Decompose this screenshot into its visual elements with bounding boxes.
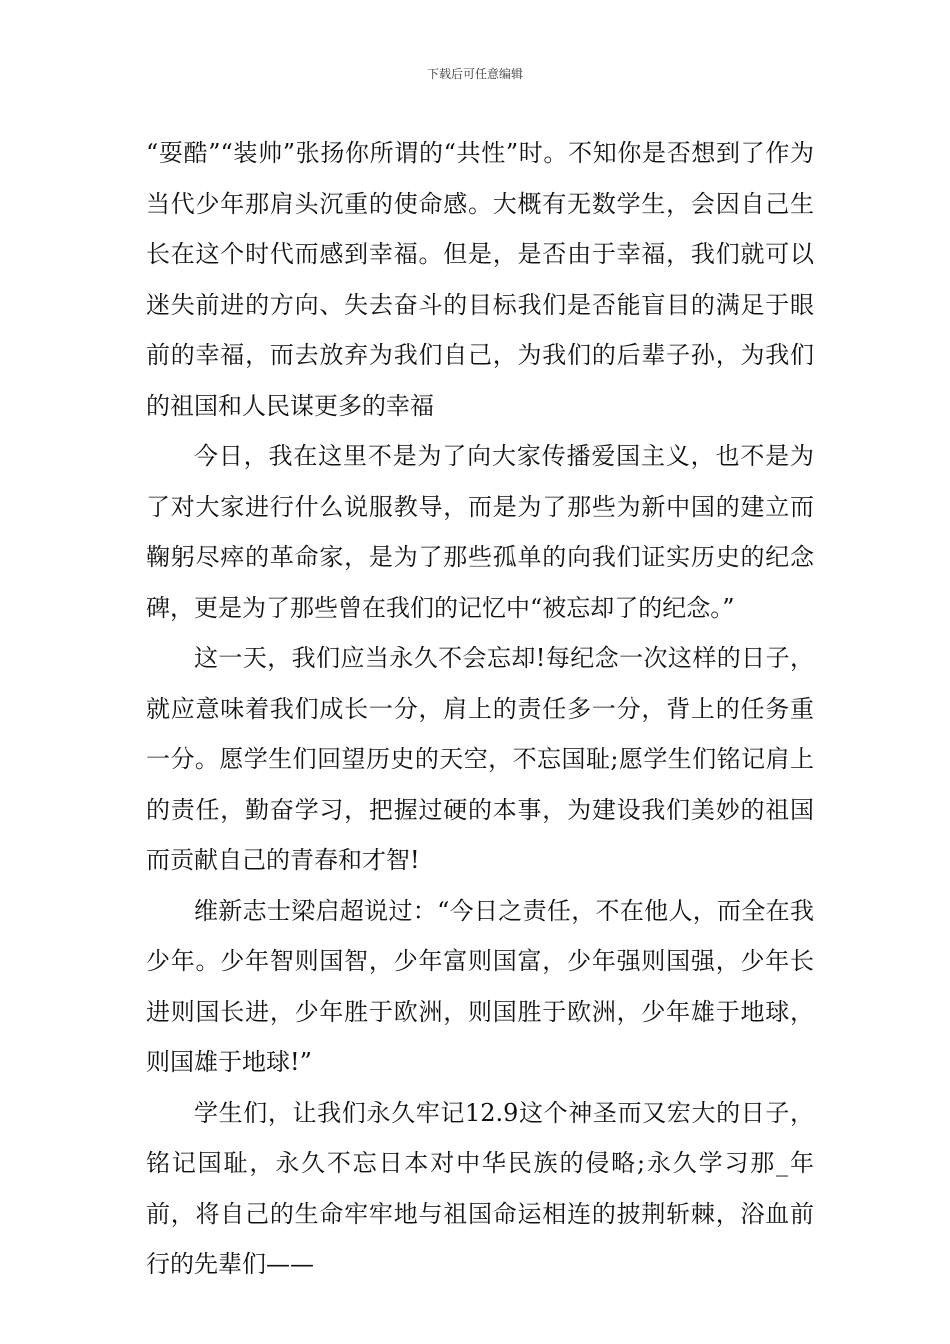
paragraph-3: 这一天，我们应当永久不会忘却!每纪念一次这样的日子，就应意味着我们成长一分，肩上的责任多一分，背上的任务重一分。愿学生们回望历史的天空，不忘国耻;愿学生们铭记肩上的责任，勤奋学习，把握过硬的本事，为建设我们美妙的祖国而贡献自己的青春和才智! xyxy=(146,644,814,874)
page-header: 下载后可任意编辑 xyxy=(426,67,523,81)
document-body xyxy=(146,128,814,1290)
paragraph-2: 今日，我在这里不是为了向大家传播爱国主义，也不是为了对大家进行什么说服教导，而是为了那些为新中国的建立而鞠躬尽瘁的革命家，是为了那些孤单的向我们证实历史的纪念碑，更是为了那些曾在我们的记忆中“被忘却了的纪念。” xyxy=(146,442,814,622)
paragraph-1: “耍酷”“装帅”张扬你所谓的“共性”时。不知你是否想到了作为当代少年那肩头沉重的使命感。大概有无数学生，会因自己生长在这个时代而感到幸福。但是，是否由于幸福，我们就可以迷失前进的方向、失去奋斗的目标我们是否能盲目的满足于眼前的幸福，而去放弃为我们自己，为我们的后辈子孙，为我们的祖国和人民谋更多的幸福 xyxy=(146,139,814,420)
paragraph-5: 学生们，让我们永久牢记12.9这个神圣而又宏大的日子，铭记国耻，永久不忘日本对中华民族的侵略;永久学习那_年前，将自己的生命牢牢地与祖国命运相连的披荆斩棘，浴血前行的先辈们—— xyxy=(146,1098,814,1278)
paragraph-4: 维新志士梁启超说过：“今日之责任，不在他人，而全在我少年。少年智则国智，少年富则国富，少年强则国强，少年长进则国长进，少年胜于欧洲，则国胜于欧洲，少年雄于地球，则国雄于地球!” xyxy=(146,896,814,1076)
